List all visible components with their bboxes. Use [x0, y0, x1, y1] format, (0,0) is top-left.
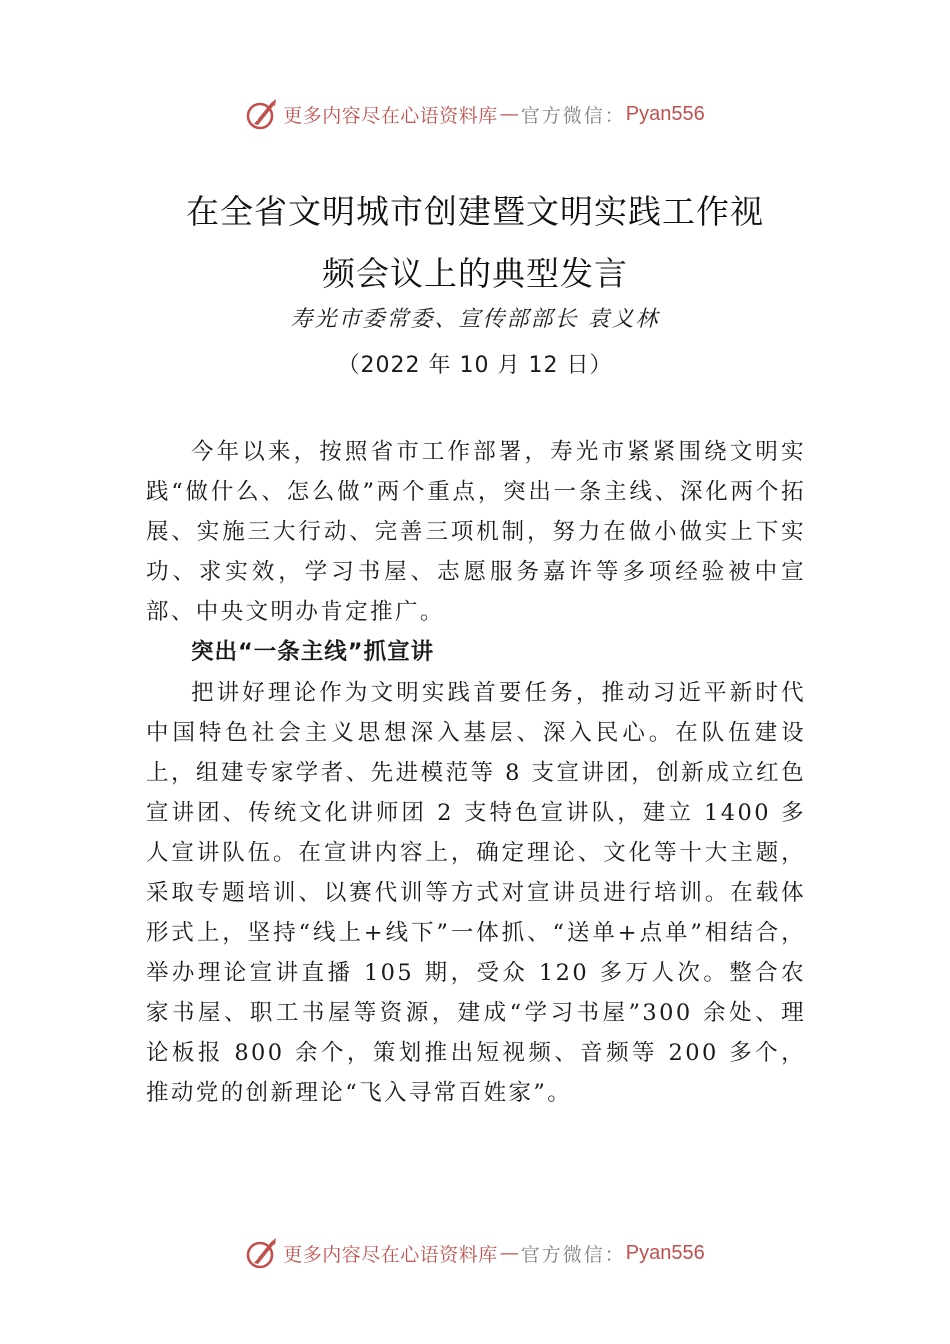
watermark-brand: 更多内容尽在心语资料库 — [283, 104, 498, 127]
watermark-dash: — — [499, 103, 519, 125]
footer-watermark — [0, 1235, 950, 1271]
paragraph-intro: 今年以来，按照省市工作部署，寿光市紧紧围绕文明实践“做什么、怎么做”两个重点，突出一条主线、深化两个拓展、实施三大行动、完善三项机制，努力在做小做实上下实功、求实效，学习书屋、志愿服务嘉许等多项经验被中宣部、中央文明办肯定推广。 — [146, 439, 806, 625]
watermark-dash: — — [499, 1242, 519, 1264]
watermark-label: 官方微信： — [520, 104, 626, 127]
document-author: 寿光市委常委、宣传部部长 袁义林 — [290, 307, 660, 332]
document-date: （2022 年 10 月 12 日） — [337, 353, 613, 378]
header-watermark — [0, 96, 950, 132]
document-title-line1: 在全省文明城市创建暨文明实践工作视 — [186, 192, 764, 231]
watermark-account: Pyan556 — [625, 1241, 705, 1264]
section-heading: 突出“一条主线”抓宣讲 — [191, 639, 435, 665]
watermark-brand: 更多内容尽在心语资料库 — [283, 1243, 498, 1266]
paragraph-propaganda: 把讲好理论作为文明实践首要任务，推动习近平新时代中国特色社会主义思想深入基层、深入民心。在队伍建设上，组建专家学者、先进模范等 8 支宣讲团，创新成立红色宣讲团、传统文化讲师团 2 支特色宣讲队，建立 1400 多人宣讲队伍。在宣讲内容上，确定理论、文化等十大主题，采取专题培训、以赛代训等方式对宣讲员进行培训。在载体形式上，坚持“线上+线下”一体抓、“送单+点单”相结合，举办理论宣讲直播 105 期，受众 120 多万人次。整合农家书屋、职工书屋等资源，建成“学习书屋”300 余处、理论板报 800 余个，策划推出短视频、音频等 200 多个，推动党的创新理论“飞入寻常百姓家”。 — [146, 680, 806, 1106]
quill-pen-logo-icon — [245, 1236, 279, 1270]
document-body — [146, 432, 806, 1113]
watermark-account: Pyan556 — [625, 102, 705, 125]
document-title-line2: 频会议上的典型发言 — [322, 254, 628, 293]
watermark-label: 官方微信： — [520, 1243, 626, 1266]
quill-pen-logo-icon — [245, 97, 279, 131]
